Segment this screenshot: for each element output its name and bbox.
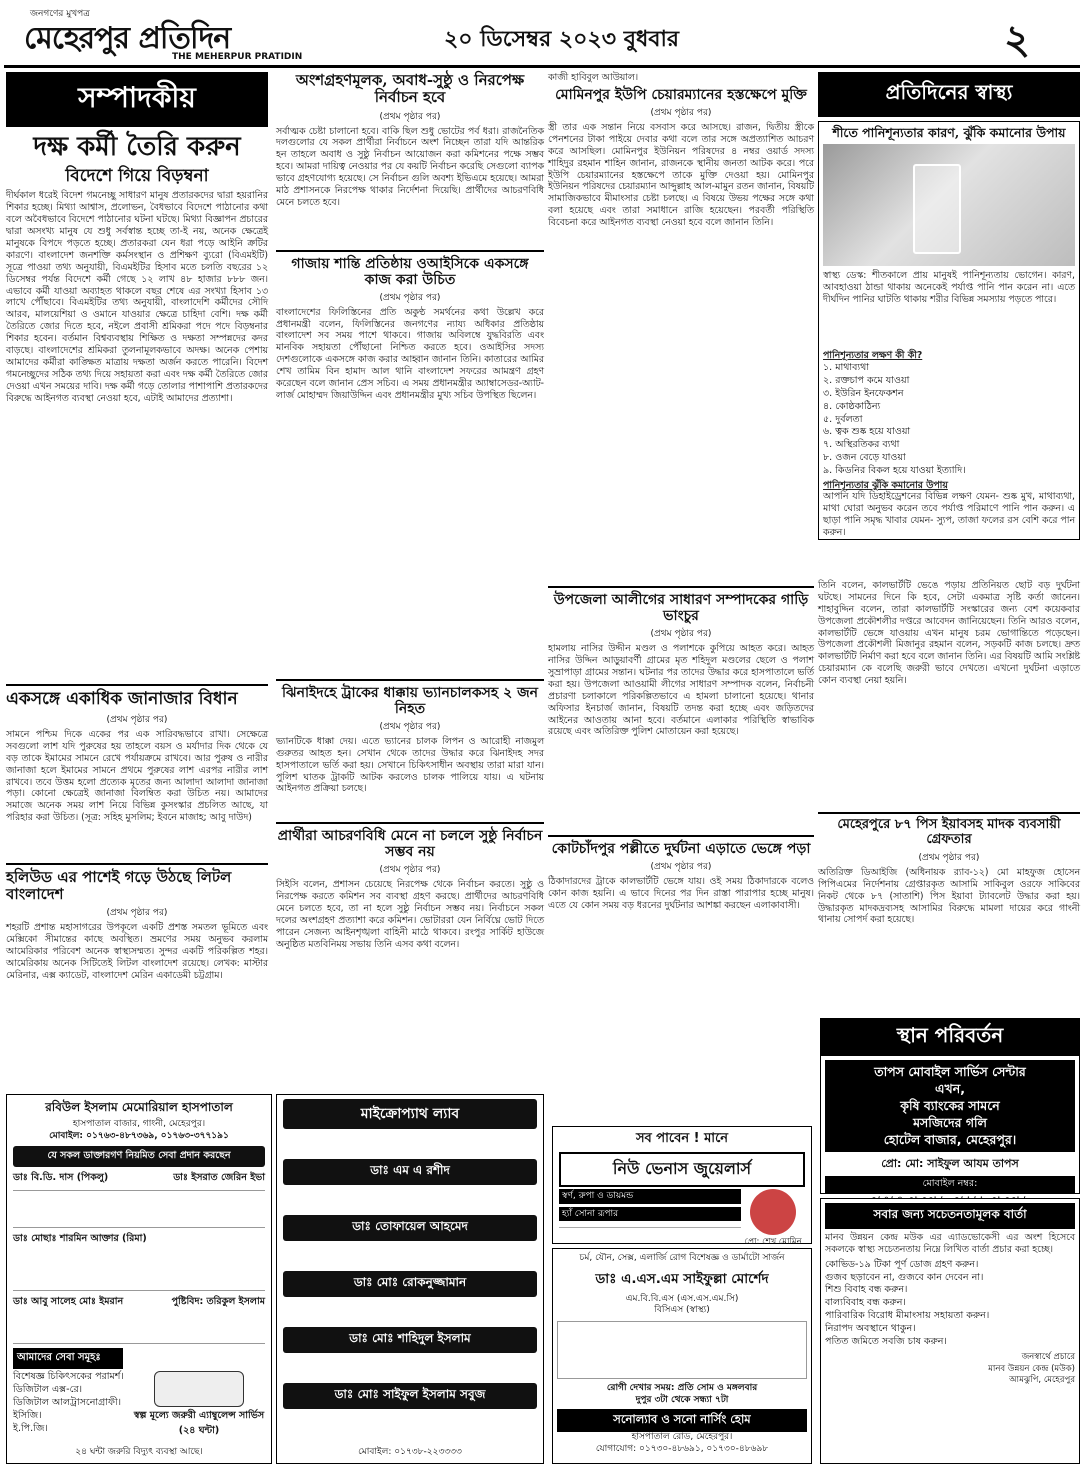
shop-line-2: কৃষি ব্যাংকের সামনে — [900, 1097, 1000, 1113]
lab-doctor: ডাঃ এম এ রশীদ — [283, 1159, 537, 1185]
hollywood-continued: (প্রথম পৃষ্ঠার পর) — [106, 908, 168, 919]
awareness-item: বাল্যবিবাহ বন্ধ করুন। — [825, 1297, 906, 1309]
editorial-headline: দক্ষ কর্মী তৈরি করুন — [33, 132, 241, 162]
lab-doctor: ডাঃ মোঃ শাহিদুল ইসলাম — [283, 1327, 537, 1353]
ad-hospital — [6, 1094, 272, 1464]
shop-mobile-label: মোবাইল নম্বর: — [825, 1176, 1075, 1193]
doctor-degree: এম.বি.বি.এস (এস.এস.এম.সি) — [625, 1293, 739, 1304]
lab-phone: মোবাইল: ০১৭৩৮-২২৩৩৩৩ — [358, 1447, 462, 1458]
awareness-intro: মানব উন্নয়ন কেন্দ্র মউক এর এ্যাডভোকেসী এর অংশ হিসেবে সকলকে স্বাস্থ্য সচেতনতায় নিম্নে লিখিত বার্তা প্রচার করা হচ্ছে। — [825, 1232, 1075, 1255]
symptom-item: ৬. ত্বক শুষ্ক হয়ে যাওয়া — [823, 426, 911, 438]
service-item: ডিজিটাল আলট্রাসনোগ্রাফী। — [13, 1397, 122, 1408]
election-fair-body: সর্বাত্মক চেষ্টা চালানো হবে। বাকি ছিল শুধু ভোটের পর্ব ধরা। রাজনৈতিক দলগুলোর যে সকল প্রার্থীরা নির্বাচনে অংশ নিচ্ছেন তারা যদি আন্তরিক হন তাহলে অবাধ ও সুষ্ঠু নির্বাচন আয়োজন করা কমিশনের পক্ষে সম্ভব হবে। আমরা দায়িত্ব নেওয়ার পর যে কয়টি নির্বাচন করেছি সেগুলো ব্যাপক ভাবে গ্রহণযোগ্য হয়েছে। সে নির্বাচন গুলি অবশ্য ইভিএমে হয়েছে। আমরা মাঠ প্রশাসনকে নিরপেক্ষ থাকার নির্দেশনা দিয়েছি। প্রার্থীদের আচরণবিধি মেনে চলতে হবে। — [276, 125, 544, 208]
jewellers-top: সব পাবেন ! মানে — [635, 1131, 729, 1146]
lab-name: মাইক্রোপ্যাথ ল্যাব — [283, 1099, 537, 1129]
janaza-headline: একসঙ্গে একাধিক জানাজার বিধান — [6, 689, 238, 710]
janaza-continued: (প্রথম পৃষ্ঠার পর) — [106, 714, 168, 725]
owner-photo — [750, 1189, 796, 1235]
lab-doctor: ডাঃ তোফায়েল আহমেদ — [283, 1215, 537, 1241]
awareness-item: শিশু বিবাহ বন্ধ করুন। — [825, 1284, 908, 1296]
masthead-title: মেহেরপুর প্রতিদিন — [24, 21, 231, 56]
symptoms-title: পানিশূন্যতার লক্ষণ কী কী? — [823, 350, 923, 362]
shop-proprietor: প্রো: মো: সাইফুল আযম তাপস — [881, 1157, 1019, 1171]
jhenaidah-continued: (প্রথম পৃষ্ঠার পর) — [379, 721, 441, 732]
remedy-body: আপনি যদি ডিহাইড্রেশনের বিভিন্ন লক্ষণ যেমন- শুষ্ক মুখ, মাথাব্যথা, মাথা ঘোরা অনুভব করেন তবে পর্যাপ্ত পরিমাণে পানি পান করুন। এ ছাড়া পানি সমৃদ্ধ খাবার যেমন- স্যুপ, তাজা ফলের রস বেশি করে পান করুন। — [823, 491, 1075, 539]
service-item: বিশেষজ্ঞ চিকিৎসকের পরামর্শ। — [13, 1371, 124, 1383]
symptom-item: ৯. কিডনির বিকল হয়ে যাওয়া ইত্যাদি। — [823, 464, 966, 476]
clinic-name: সনোল্যাব ও সনো নার্সিং হোম — [557, 1409, 807, 1432]
hospital-doctor-4: ডাঃ আবু সালেহ মোঃ ইমরান — [13, 1296, 124, 1308]
editorial-subhead: বিদেশে গিয়ে বিড়ম্বনা — [65, 165, 209, 186]
masthead-english: THE MEHERPUR PRATIDIN — [172, 52, 303, 62]
lab-doctor-list — [277, 1159, 543, 1409]
mominpur-headline: মোমিনপুর ইউপি চেয়ারম্যানের হস্তক্ষেপে মুক্তি — [555, 86, 807, 103]
doctor-time: রোগী দেখার সময়: প্রতি সোম ও মঙ্গলবার — [606, 1383, 758, 1394]
hospital-nutritionist: পুষ্টিবিদ: তরিকুল ইসলাম — [171, 1296, 265, 1308]
masthead — [4, 2, 1080, 68]
election-fair-headline: অংশগ্রহণমূলক, অবাধ-সুষ্ঠু ও নিরপেক্ষ নির্বাচন হবে — [295, 71, 525, 107]
doctor-name: ডাঃ এ.এস.এম সাইফুল্লা মোর্শেদ — [595, 1270, 769, 1287]
symptom-item: ২. রক্তচাপ কমে যাওয়া — [823, 375, 910, 387]
service-item: ই.পি.জি। — [13, 1422, 48, 1434]
ambulance-icon — [154, 1371, 244, 1407]
symptom-item: ৫. দুর্বলতা — [823, 413, 863, 425]
gaza-headline: গাজায় শান্তি প্রতিষ্ঠায় ওআইসিকে একসঙ্গে কাজ করা উচিত — [291, 255, 529, 288]
janaza-body: সামনে পশ্চিম দিকে একের পর এক সারিবদ্ধভাবে রাখা। সেক্ষেত্রে সবগুলো লাশ যদি পুরুষের হয় তাহলে বয়স ও মর্যাদার দিক থেকে যে বড় তাকে ইমামের সামনে রেখে পর্যায়ক্রমে রাখবে। আর পুরুষ ও নারীর জানাজা হলে ইমামের সামনে প্রথমে পুরুষের লাশ এরপর নারীর লাশ রাখবে। তবে উত্তম হলো প্রত্যেক মৃতের জন্য আলাদা আলাদা জানাজা পড়া। কোনো ক্ষেত্রেই জানাজা বিলম্বিত করা উচিত নয়। আমাদের সমাজে অনেক সময় লাশ নিয়ে বিভিন্ন কুসংস্কার প্রচলিত আছে, যা পরিহার করা উচিত। (সূত্র: সহিহ মুসলিম; ইবনে মাজাহ; আবু দাউদ) — [6, 728, 268, 824]
awareness-item: কোভিড-১৯ টিকা পূর্ণ ডোজ গ্রহণ করুন। — [825, 1258, 979, 1270]
mominpur-body: স্ত্রী তার এক সন্তান নিয়ে বসবাস করে আসছে। রাজন, দ্বিতীয় স্ত্রীকে পেনশনের টাকা পাইয়ে দেবার কথা বলে তার সঙ্গে অপ্রত্যাশিত আচরণ করে আসছিল। মোমিনপুর ইউনিয়ন পরিষদের ৪ নম্বর ওয়ার্ড সদস্য শাহিদুর রহমান শাহিন জানান, রাজনকে স্থানীয় জনতা আটক করে। পরে ইউপি চেয়ারম্যানের হস্তক্ষেপে তাকে মুক্তি দেওয়া হয়। মোমিনপুর ইউনিয়ন পরিষদের চেয়ারম্যান আব্দুল্লাহ আল-মামুন রতন জানান, বিষয়টি সামাজিকভাবে মীমাংসার চেষ্টা চলছে। এ বিষয়ে উভয় পক্ষের সঙ্গে কথা বলা হয়েছে এবং তারা সমাধানে রাজি হয়েছেন। পরবর্তী পরিস্থিতি বিবেচনা করে আইনগত ব্যবস্থা নেওয়া হবে বলে জানান তিনি। — [548, 121, 814, 229]
column-news-1 — [276, 72, 544, 997]
symptom-item: ৩. ইউরিন ইনফেকশন — [823, 387, 904, 399]
hospital-doctor-3: ডাঃ মোছাঃ শারমিন আক্তার (রিমা) — [13, 1233, 147, 1245]
jewellers-item-1: স্বর্ণ, রুপা ও ডায়মন্ড — [559, 1189, 741, 1204]
election-fair-continued: (প্রথম পৃষ্ঠার পর) — [379, 111, 441, 122]
symptom-item: ৮. ওজন বেড়ে যাওয়া — [823, 451, 906, 463]
drug-body: অতিরিক্ত ডিআইজি (অধিনায়ক র‌্যাব-১২) মো মাহফুজ হোসেন পিপিএমের নির্দেশনায় গ্রেপ্তারকৃত আসামি সাকিবুল ওরফে সাকিবের নিকট থেকে ৮৭ (সাতাশি) পিস ইয়াবা ট্যাবলেট উদ্ধার করা হয়। উদ্ধারকৃত মাদকদ্রব্যসহ আসামির বিরুদ্ধে মামলা দায়ের করে গাংনী থানায় সোপর্দ করা হয়েছে। — [818, 866, 1080, 926]
health-lead: স্বাস্থ্য ডেস্ক: শীতকালে প্রায় মানুষই পানিশূন্যতায় ভোগেন। কারণ, আবহাওয়া ঠান্ডা থাকায় অনেকেই পর্যাপ্ত পানি পান করেন না। এতে দীর্ঘদিন পানির ঘাটতি থাকায় শরীর বিভিন্ন সমস্যায় পড়তে পারে। — [823, 270, 1075, 306]
lab-doctor: ডাঃ মোঃ রোকনুজ্জামান — [283, 1271, 537, 1297]
column-editorial — [6, 72, 268, 1006]
drug-headline: মেহেরপুরে ৮৭ পিস ইয়াবসহ মাদক ব্যবসায়ী গ্রেফতার — [837, 817, 1061, 847]
awareness-item: পারিবারিক বিরোধ মীমাংসায় সহায়তা করুন। — [825, 1310, 990, 1322]
awareness-item: গুজব ছড়াবেন না, গুজবে কান দেবেন না। — [825, 1271, 984, 1283]
doctor-degree-2: বিসিএস (স্বাস্থ্য) — [654, 1305, 710, 1316]
gaza-continued: (প্রথম পৃষ্ঠার পর) — [379, 292, 441, 303]
culvert-story — [818, 580, 1080, 927]
lab-doctor: ডাঃ মোঃ সাইফুল ইসলাম সবুজ — [283, 1383, 537, 1409]
awareness-title: সবার জন্য সচেতনতামূলক বার্তা — [825, 1203, 1075, 1229]
ad-place-change-box — [825, 1060, 1075, 1152]
kotchandpur-headline: কোটচাঁদপুর পল্লীতে দুর্ঘটনা এড়াতে ভেঙ্গে পড়া — [551, 841, 811, 858]
kotchandpur-body: ঠিকাদারদের ট্রাকে কালভার্টটি ভেঙ্গে যায়। ওই সময় ঠিকাদারকে বলেও কোন কাজ হয়নি। এ ভাবে দিনের পর দিন রাস্তা পারাপার হচ্ছে মানুষ। এতে যে কোন সময় বড় ধরনের দুর্ঘটনার আশঙ্কা করছেন এলাকাবাসী। — [548, 876, 814, 912]
clinic-phone: যোগাযোগ: ০১৭৩০-৪৮৬৯১, ০১৭৩০-৪৮৬৯৮ — [595, 1444, 769, 1455]
jewellers-item-2: হ্যাঁ সোনা রূপার — [559, 1207, 741, 1222]
health-section-title: প্রতিদিনের স্বাস্থ্য — [818, 72, 1080, 117]
culvert-story-body: তিনি বলেন, কালভার্টটি ভেঙে পড়ায় প্রতিনিয়ত ছোট বড় দুর্ঘটনা ঘটছে। সামনের দিনে কি হবে, সেটা একমাত্র সৃষ্টি কর্তা জানেন। শাহাবুদ্দিন বলেন, তারা কালভার্টটি সংস্কারের জন্য বেশ কয়েকবার উপজেলা প্রকৌশলীর দপ্তরে আবেদন জানিয়েছেন। তিনি আরও বলেন, কালভার্টটি ভেঙ্গে যাওয়ায় এখন মানুষ চরম ভোগান্তিতে পড়েছেন। উপজেলা প্রকৌশলী মিজানুর রহমান বলেন, সড়কটি কাজ চলছে। দ্রুত কালভার্টটি নির্মাণ করা হবে বলে জানান তিনি। এর বিষয়টি আমি সংশ্লিষ্ট চেয়ারম্যান কে বলেছি জরুরী ভাবে দেখতে। এখনো দুর্ঘটনা এড়াতে কোন ব্যবস্থা নেয়া হয়নি। — [818, 580, 1080, 687]
code-conduct-headline: প্রার্থীরা আচরণবিধি মেনে না চললে সুষ্ঠু নির্বাচন সম্ভব নয় — [277, 827, 543, 860]
service-item: ইসিজি। — [13, 1409, 42, 1421]
hollywood-body: শহরটি প্রশান্ত মহাসাগরের উপকূলে একটি প্রশস্ত সমতল ভূমিতে এবং মেক্সিকো সীমান্তের কাছে অবস্থিত। ভ্রমণের সময় অনুভব করলাম আমেরিকার পরিবেশ অনেক স্বাস্থ্যসম্মত। সুন্দর একটি পরিকল্পিত শহর। আমেরিকায় অনেক সিটিতেই লিটল বাংলাদেশ রয়েছে। লেখক: মাস্টার মেরিনার, এক্স ক্যাডেট, বাংলাদেশ মেরিন একাডেমী চট্টগ্রাম। — [6, 922, 268, 982]
awami-car-headline: উপজেলা আলীগের সাধারণ সম্পাদকের গাড়ি ভাংচুর — [553, 591, 809, 625]
shop-line-1: এখন, — [935, 1080, 965, 1096]
hollywood-headline: হলিউড এর পাশেই গড়ে উঠছে লিটল বাংলাদেশ — [6, 867, 232, 904]
ad-place-change — [820, 1018, 1080, 1194]
ad-lab — [276, 1094, 544, 1464]
awareness-item: পতিত জমিতে সবজি চাষ করুন। — [825, 1335, 947, 1347]
drug-continued: (প্রথম পৃষ্ঠার পর) — [918, 852, 980, 863]
jewellers-contact: প্রো: শেখ মোমিন — [744, 1237, 802, 1247]
shop-line-4: হোটেল বাজার, মেহেরপুর। — [883, 1131, 1017, 1147]
ad-awareness — [820, 1198, 1080, 1464]
awareness-sign-2: মানব উন্নয়ন কেন্দ্র (মউক) — [988, 1363, 1075, 1374]
column-health — [818, 72, 1080, 540]
hospital-doctor-1: ডাঃ বি.ডি. দাস (পিকলু) — [13, 1172, 109, 1184]
symptom-item: ১. মাথাব্যথা — [823, 362, 870, 374]
kotchandpur-continued: (প্রথম পৃষ্ঠার পর) — [650, 862, 712, 873]
clinic-address: হাসপাতাল রোড, মেহেরপুর। — [631, 1432, 733, 1443]
symptom-item: ৭. অস্থিরতিকর ব্যথা — [823, 439, 900, 451]
jewellery-images — [559, 1227, 741, 1249]
jhenaidah-headline: ঝিনাইদহে ট্রাকের ধাক্কায় ভ্যানচালকসহ ২ জন নিহত — [282, 684, 538, 717]
code-conduct-body: সিইসি বলেন, প্রশাসন চেয়েছে নিরপেক্ষ থেকে নির্বাচন করতে। সুষ্ঠু ও নিরপেক্ষ করতে কমিশন সব ব্যবস্থা গ্রহণ করছে। প্রার্থীদের আচরণবিধি মেনে চলতে হবে, তা না হলে সুষ্ঠু নির্বাচন সম্ভব নয়। নির্বাচনে সকল দলের অংশগ্রহণ প্রত্যাশা করে কমিশন। ভোটাররা যেন নির্বিঘ্নে ভোট দিতে পারেন সেজন্য আইনশৃঙ্খলা বাহিনী মাঠে থাকবে। রংপুর সার্কিট হাউজে অনুষ্ঠিত মতবিনিময় সভায় তিনি এসব কথা বলেন। — [276, 879, 544, 950]
editorial-section-title: সম্পাদকীয় — [6, 72, 268, 127]
water-glass-image — [823, 144, 1075, 266]
awareness-list — [825, 1259, 1075, 1349]
gaza-body: বাংলাদেশের ফিলিস্তিনের প্রতি অকুণ্ঠ সমর্থনের কথা উল্লেখ করে প্রধানমন্ত্রী বলেন, ফিলিস্তিনের জনগণের ন্যায্য অধিকার প্রতিষ্ঠায় বাংলাদেশ সব সময় পাশে থাকবে। গাজায় অবিলম্বে যুদ্ধবিরতি এবং মানবিক সহায়তা পৌঁছানো নিশ্চিত করতে হবে। ওআইসির সদস্য দেশগুলোকে একসঙ্গে কাজ করার আহ্বান জানান তিনি। কাতারের আমির শেখ তামিম বিন হামাদ আল থানি বাংলাদেশ সফরের আমন্ত্রণ গ্রহণ করেছেন বলে জানান প্রেস সচিব। এ সময় প্রধানমন্ত্রীর অ্যাম্বাসেডর-অ্যাট-লার্জ মোহাম্মদ জিয়াউদ্দিন এবং প্রধানমন্ত্রীর মুখ্য সচিব উপস্থিত ছিলেন। — [276, 306, 544, 401]
hospital-doctor-2: ডাঃ ইসরাত জেরিন ইভা — [173, 1172, 265, 1184]
ad-place-change-title: স্থান পরিবর্তন — [821, 1019, 1079, 1056]
awami-car-continued: (প্রথম পৃষ্ঠার পর) — [650, 629, 712, 640]
issue-date: ২০ ডিসেম্বর ২০২৩ বুধবার — [444, 27, 680, 52]
doctor-specialty: চর্ম, যৌন, সেক্স, এলার্জি রোগ বিশেষজ্ঞ ও ডার্মাটো সার্জন — [579, 1253, 785, 1263]
jewellers-name: নিউ ভেনাস জুয়েলার্স — [559, 1152, 805, 1187]
services-list — [13, 1371, 133, 1439]
ad-jewellers — [552, 1126, 812, 1247]
symptom-list — [823, 362, 1075, 477]
service-item: ডিজিটাল এক্স-রে। — [13, 1384, 83, 1396]
hospital-name: রবিউল ইসলাম মেমোরিয়াল হাসপাতাল — [45, 1100, 233, 1114]
ambulance-text: স্বল্প মূল্যে জরুরী এ্যাম্বুলেন্স সার্ভিস (২৪ ঘন্টা) — [133, 1410, 265, 1437]
shop-name: তাপস মোবাইল সার্ভিস সেন্টার — [874, 1064, 1026, 1079]
code-conduct-continued: (প্রথম পৃষ্ঠার পর) — [379, 865, 441, 876]
awami-car-body: হামলায় নাসির উদ্দীন মণ্ডল ও পলাশকে কুপিয়ে আহত করে। আহত নাসির উদ্দিন আড়ুয়াবর্ণী গ্রামের মৃত শহিদুল মণ্ডলের ছেলে ও পলাশ সুভ্রাপাড়া গ্রামের সন্তান। ঘটনার পর তাদের উদ্ধার করে হাসপাতালে ভর্তি করা হয়। উপজেলা আওয়ামী লীগের সাধারণ সম্পাদক বলেন, নির্বাচনী প্রচারণা চলাকালে পরিকল্পিতভাবে এ হামলা চালানো হয়েছে। থানার অফিসার ইনচার্জ জানান, বিষয়টি তদন্ত করা হচ্ছে এবং জড়িতদের আইনের আওতায় আনা হবে। বর্তমানে এলাকার পরিস্থিতি স্বাভাবিক রয়েছে এবং অতিরিক্ত পুলিশ মোতায়েন করা হয়েছে। — [548, 643, 814, 738]
mominpur-continued: (প্রথম পৃষ্ঠার পর) — [650, 107, 712, 118]
page-number: ২ — [1004, 17, 1031, 63]
health-headline: শীতে পানিশূন্যতার কারণ, ঝুঁকি কমানোর উপায় — [832, 125, 1066, 140]
awareness-sign-3: আমঝুপি, মেহেরপুর — [1009, 1374, 1075, 1385]
awareness-sign-1: জনস্বার্থে প্রচারে — [1021, 1352, 1075, 1363]
ad-doctor — [552, 1248, 812, 1464]
mominpur-top: কাজী হাবিবুল আউয়াল। — [548, 72, 639, 83]
symptom-item: ৪. কোষ্ঠকাঠিন্য — [823, 400, 881, 412]
hospital-bar: যে সকল ডাক্তারগণ নিয়মিত সেবা প্রদান করছেন — [13, 1146, 265, 1167]
jhenaidah-body: ভ্যানটিকে ধাক্কা দেয়। এতে ভ্যানের চালক লিপন ও আরোহী নাজমুল গুরুতর আহত হন। সেখান থেকে তাদের উদ্ধার করে ঝিনাইদহ সদর হাসপাতালে ভর্তি করা হয়। সেখানে চিকিৎসাধীন অবস্থায় তারা মারা যান। পুলিশ ঘাতক ট্রাকটি আটক করলেও চালক পালিয়ে যায়। এ ঘটনায় আইনগত প্রক্রিয়া চলছে। — [276, 735, 544, 795]
column-news-2 — [548, 72, 814, 932]
shop-line-3: মসজিদের গলি — [913, 1114, 987, 1130]
awareness-item: নিরাপদ অবস্থানে থাকুন। — [825, 1322, 916, 1334]
services-title: আমাদের সেবা সমূহঃ — [13, 1348, 123, 1369]
hospital-mobile: মোবাইল: ০১৭৬৩-৪৮৭৩৬৯, ০১৭৬৩-৩৭৭১৯১ — [49, 1130, 229, 1141]
remedy-title: পানিশূন্যতার ঝুঁকি কমানোর উপায় — [823, 479, 948, 491]
doctor-time-2: দুপুর ৩টা থেকে সন্ধ্যা ৭টা — [635, 1394, 729, 1405]
hospital-address: হাসপাতাল বাজার, গাংনী, মেহেরপুর। — [72, 1119, 206, 1129]
hospital-footer: ২৪ ঘন্টা জরুরি বিদ্যুৎ ব্যবস্থা আছে। — [75, 1447, 203, 1458]
editorial-body: দীর্ঘকাল ধরেই বিদেশ গমনেচ্ছু সাধারণ মানুষ প্রতারকদের দ্বারা হয়রানির শিকার হচ্ছে। মিথ্যা আশ্বাস, প্রলোভন, বৈধভাবে বিদেশে পাঠানোর কথা বলে অবৈধভাবে বিদেশে পাঠানোর ঘটনা ঘটছে। মিথ্যা বিজ্ঞাপন প্রচারের দ্বারা অসংখ্য মানুষ যে শুধু সর্বস্বান্ত হচ্ছে তা-ই নয়, অনেক ক্ষেত্রেই মানুষকে বিপদে পড়তে হচ্ছে। প্রতারকরা যেন ধরা পড়ে আইনি ক্রটির কারণে। বাংলাদেশ জনশক্তি কর্মসংস্থান ও প্রশিক্ষণ ব্যুরো (বিএমইটি) সূত্রে পাওয়া তথ্য অনুযায়ী, বিএমইটির হিসাব মতে চলতি বছরের ১২ ডিসেম্বর পর্যন্ত বিদেশে কর্মী গেছে ১২ লাখ ৪৮ হাজার ৮৮৮ জন। এভাবে কর্মী যাওয়া অব্যাহত থাকলে বছর শেষে এর সংখ্যা হিসাব ১৩ লাখে পৌঁছাবে। বিএমইটির তথ্য অনুযায়ী, বাংলাদেশি কর্মীদের সৌদি আরব, মালয়েশিয়া ও ওমানে যাওয়ার ক্ষেত্রে চাহিদা বেশি। দক্ষ কর্মী তৈরিতে জোর দিতে হবে, নইলে প্রবাসী শ্রমিকরা পদে পদে বিড়ম্বনার শিকার হবেন। বর্তমান বিশ্বব্যবস্থায় শিক্ষিত ও দক্ষতা সম্পন্নদের কদর বাড়ছে। বাংলাদেশের শ্রমিকরা তুলনামূলকভাবে অদক্ষ। অনেক পেশায় আমাদের কর্মীরা কাঙ্ক্ষিত মাত্রায় দক্ষতা অর্জন করতে পারেনি। বিদেশ গমনেচ্ছুদের সঠিক তথ্য দিয়ে সহায়তা করা এবং দক্ষ কর্মী তৈরিতে জোর দেওয়া এখন সময়ের দাবি। দক্ষ কর্মী গড়ে তোলার পাশাপাশি প্রতারকদের বিরুদ্ধে আইনগত ব্যবস্থা নেওয়া হবে, এটাই আমাদের প্রত্যাশা। — [6, 190, 268, 404]
slogan: জনগণের মুখপত্র — [30, 9, 90, 19]
